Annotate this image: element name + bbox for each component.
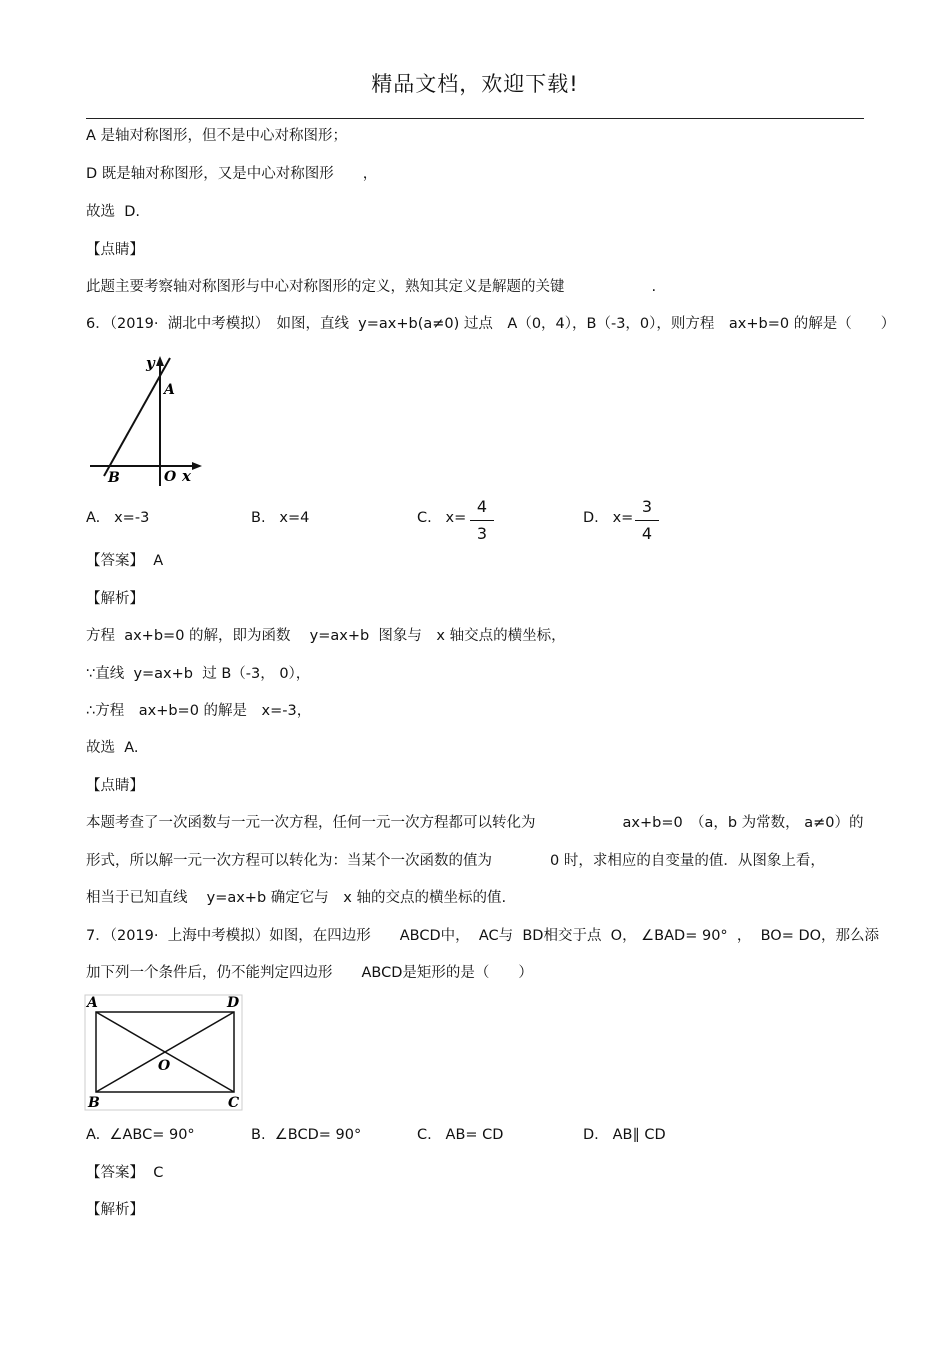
q6-y-axis-arrow bbox=[156, 356, 164, 366]
q6-option-d-numerator: 3 bbox=[641, 497, 653, 516]
q6-option-a: A. x=-3 bbox=[86, 510, 150, 526]
q6-option-b: B. x=4 bbox=[251, 510, 310, 526]
q6-line-graph-figure bbox=[86, 350, 208, 490]
q7-rectangle-figure bbox=[84, 994, 244, 1112]
q7-option-c: C. AB= CD bbox=[417, 1127, 504, 1143]
q7-label-c: C bbox=[228, 1095, 240, 1111]
q7-stem-line-2: 加下列一个条件后，仍不能判定四边形 ABCD是矩形的是（ ） bbox=[86, 965, 533, 981]
q7-label-d: D bbox=[227, 995, 240, 1011]
q7-analysis-label: 【解析】 bbox=[86, 1202, 144, 1218]
q6-option-d-prefix: D. x= bbox=[583, 510, 634, 526]
q5-line-d: D 既是轴对称图形，又是中心对称图形 ， bbox=[86, 166, 378, 182]
q6-comment-label: 【点睛】 bbox=[86, 778, 144, 794]
q5-line-a: A 是轴对称图形，但不是中心对称图形； bbox=[86, 128, 348, 144]
q6-analysis-label: 【解析】 bbox=[86, 591, 144, 607]
fraction-bar bbox=[470, 520, 494, 521]
q6-comment-line-3: 相当于已知直线 y=ax+b 确定它与 x 轴的交点的横坐标的值. bbox=[86, 890, 507, 906]
q6-option-c-denominator: 3 bbox=[476, 524, 488, 543]
q6-option-d-fraction bbox=[635, 496, 659, 545]
q6-comment-line-2: 形式，所以解一元一次方程可以转化为：当某个一次函数的值为 0 时，求相应的自变量的值．从图象上看， bbox=[86, 853, 825, 869]
q7-label-a: A bbox=[87, 995, 98, 1011]
q6-analysis-line-3: ∴方程 ax+b=0 的解是 x=-3， bbox=[86, 703, 312, 719]
fraction-bar bbox=[635, 520, 659, 521]
q6-analysis-line-2: ∵直线 y=ax+b 过 B（-3， 0）， bbox=[86, 666, 311, 682]
q6-label-x: x bbox=[182, 467, 191, 485]
q6-answer: 【答案】 A bbox=[86, 553, 164, 569]
q6-label-b: B bbox=[108, 470, 120, 486]
q7-answer: 【答案】 C bbox=[86, 1165, 164, 1181]
page-header-title: 精品文档，欢迎下载! bbox=[371, 72, 579, 96]
header-divider bbox=[86, 118, 864, 119]
q7-label-b: B bbox=[88, 1095, 100, 1111]
q5-answer-choice: 故选 D. bbox=[86, 204, 140, 220]
q5-comment-label: 【点睛】 bbox=[86, 242, 144, 258]
q6-option-c-prefix: C. x= bbox=[417, 510, 467, 526]
q7-label-o: O bbox=[158, 1058, 171, 1074]
q6-option-c-fraction bbox=[470, 496, 494, 545]
q6-stem: 6．（2019· 湖北中考模拟） 如图，直线 y=ax+b(a≠0) 过点 A（0，4），B（-3，0），则方程 ax+b=0 的解是（ ） bbox=[86, 316, 896, 332]
q6-analysis-line-4: 故选 A. bbox=[86, 740, 139, 756]
q7-option-a: A. ∠ABC= 90° bbox=[86, 1127, 195, 1143]
q6-analysis-line-1: 方程 ax+b=0 的解，即为函数 y=ax+b 图象与 x 轴交点的横坐标， bbox=[86, 628, 566, 644]
q5-comment-text: 此题主要考察轴对称图形与中心对称图形的定义，熟知其定义是解题的关键 . bbox=[86, 279, 657, 295]
q7-option-d: D. AB∥ CD bbox=[583, 1127, 666, 1143]
q7-option-b: B. ∠BCD= 90° bbox=[251, 1127, 362, 1143]
q6-x-axis-arrow bbox=[192, 462, 202, 470]
q7-stem-line-1: 7．（2019· 上海中考模拟）如图，在四边形 ABCD中， AC与 BD相交于点 O， ∠BAD= 90° ， BO= DO，那么添 bbox=[86, 928, 880, 944]
q6-label-o: O bbox=[164, 469, 177, 485]
q6-label-a: A bbox=[164, 382, 175, 398]
q6-option-d-denominator: 4 bbox=[641, 524, 653, 543]
q6-option-c-numerator: 4 bbox=[476, 497, 488, 516]
q6-comment-line-1: 本题考查了一次函数与一元一次方程，任何一元一次方程都可以转化为 ax+b=0 （a，b 为常数， a≠0）的 bbox=[86, 815, 864, 831]
q6-label-y: y bbox=[146, 354, 155, 372]
